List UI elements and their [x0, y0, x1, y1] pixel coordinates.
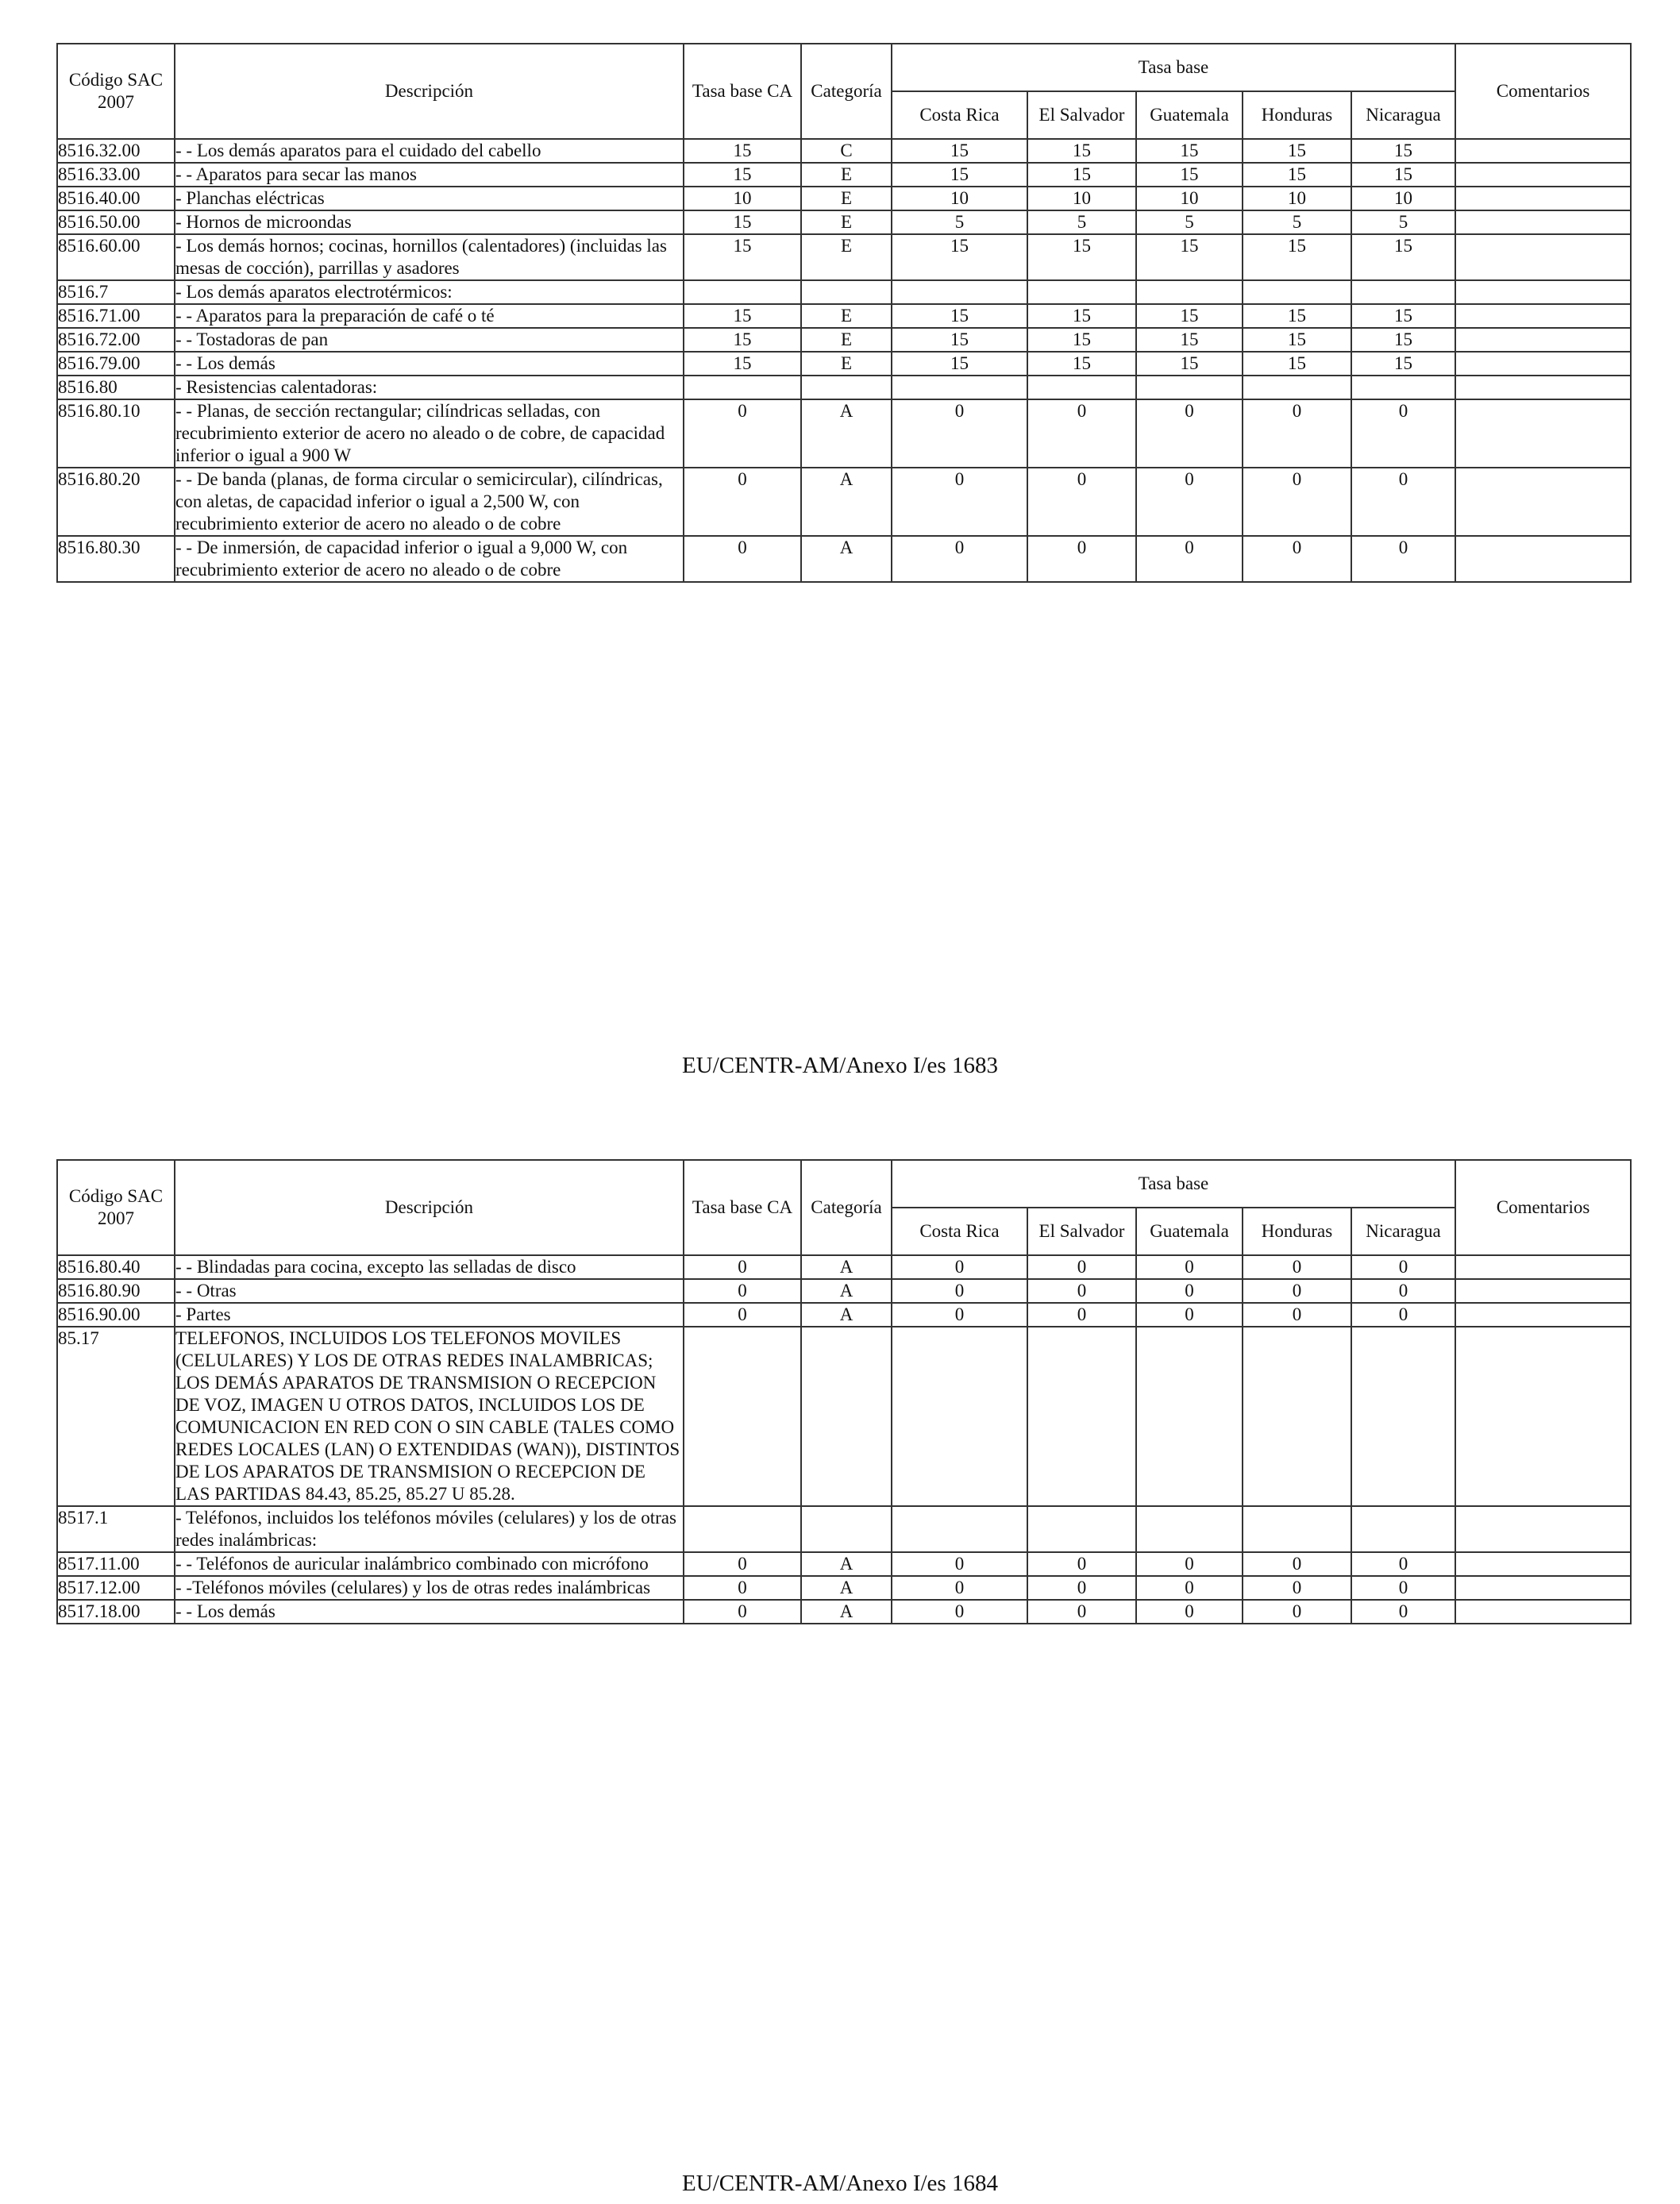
cell-costa-rica: 0	[892, 1576, 1027, 1600]
cell-tasa-base-ca: 15	[684, 210, 801, 234]
cell-tasa-base-ca: 0	[684, 399, 801, 468]
cell-description: - Planchas eléctricas	[175, 187, 684, 210]
header-categoria: Categoría	[801, 1160, 892, 1255]
cell-honduras	[1243, 280, 1351, 304]
cell-tasa-base-ca: 15	[684, 352, 801, 376]
cell-guatemala: 0	[1136, 1303, 1243, 1327]
table-row	[57, 376, 1631, 399]
cell-categoria: A	[801, 468, 892, 536]
cell-nicaragua	[1351, 1327, 1455, 1506]
cell-description: - - Teléfonos de auricular inalámbrico combinado con micrófono	[175, 1552, 684, 1576]
cell-nicaragua: 15	[1351, 304, 1455, 328]
table-row	[57, 536, 1631, 582]
cell-comentarios	[1455, 1506, 1631, 1552]
cell-comentarios	[1455, 328, 1631, 352]
cell-nicaragua: 0	[1351, 399, 1455, 468]
cell-categoria: A	[801, 1576, 892, 1600]
cell-categoria: E	[801, 187, 892, 210]
cell-el-salvador	[1027, 1327, 1136, 1506]
cell-comentarios	[1455, 1327, 1631, 1506]
cell-costa-rica	[892, 376, 1027, 399]
cell-guatemala	[1136, 1506, 1243, 1552]
cell-honduras: 15	[1243, 352, 1351, 376]
cell-description: - - Aparatos para secar las manos	[175, 163, 684, 187]
cell-honduras: 15	[1243, 328, 1351, 352]
cell-nicaragua: 0	[1351, 1576, 1455, 1600]
cell-el-salvador: 0	[1027, 536, 1136, 582]
cell-tasa-base-ca	[684, 280, 801, 304]
cell-honduras	[1243, 1506, 1351, 1552]
cell-description: - - Tostadoras de pan	[175, 328, 684, 352]
cell-costa-rica: 0	[892, 1600, 1027, 1624]
cell-el-salvador: 10	[1027, 187, 1136, 210]
cell-guatemala: 0	[1136, 1255, 1243, 1279]
cell-code: 8517.1	[57, 1506, 175, 1552]
cell-nicaragua: 0	[1351, 536, 1455, 582]
cell-el-salvador: 0	[1027, 1552, 1136, 1576]
cell-honduras: 0	[1243, 1279, 1351, 1303]
header-tasa-base-ca: Tasa base CA	[684, 44, 801, 139]
cell-code: 8516.40.00	[57, 187, 175, 210]
cell-costa-rica: 15	[892, 352, 1027, 376]
cell-honduras: 0	[1243, 399, 1351, 468]
header-description: Descripción	[175, 44, 684, 139]
header-categoria: Categoría	[801, 44, 892, 139]
cell-comentarios	[1455, 163, 1631, 187]
cell-guatemala: 15	[1136, 139, 1243, 163]
table-row	[57, 304, 1631, 328]
cell-costa-rica: 0	[892, 1303, 1027, 1327]
table-row	[57, 1279, 1631, 1303]
cell-code: 8516.72.00	[57, 328, 175, 352]
cell-categoria	[801, 376, 892, 399]
cell-nicaragua: 0	[1351, 1255, 1455, 1279]
cell-tasa-base-ca: 0	[684, 1279, 801, 1303]
table-row	[57, 1600, 1631, 1624]
table-row	[57, 234, 1631, 280]
table-body	[57, 1255, 1631, 1624]
header-comentarios: Comentarios	[1455, 44, 1631, 139]
cell-el-salvador: 0	[1027, 1600, 1136, 1624]
header-code: Código SAC 2007	[57, 1160, 175, 1255]
cell-code: 8516.80.20	[57, 468, 175, 536]
table-header	[57, 1160, 1631, 1255]
cell-honduras: 15	[1243, 163, 1351, 187]
cell-comentarios	[1455, 139, 1631, 163]
table-row	[57, 468, 1631, 536]
header-country-nicaragua: Nicaragua	[1351, 91, 1455, 139]
cell-el-salvador	[1027, 376, 1136, 399]
cell-categoria	[801, 1506, 892, 1552]
cell-el-salvador: 15	[1027, 163, 1136, 187]
cell-categoria: E	[801, 304, 892, 328]
cell-code: 8516.50.00	[57, 210, 175, 234]
table-row	[57, 210, 1631, 234]
cell-description: - -Teléfonos móviles (celulares) y los de otras redes inalámbricas	[175, 1576, 684, 1600]
cell-comentarios	[1455, 304, 1631, 328]
cell-code: 8517.18.00	[57, 1600, 175, 1624]
cell-code: 8516.80.90	[57, 1279, 175, 1303]
cell-el-salvador	[1027, 280, 1136, 304]
table-row	[57, 1506, 1631, 1552]
cell-tasa-base-ca	[684, 376, 801, 399]
table-row	[57, 1576, 1631, 1600]
cell-code: 8516.90.00	[57, 1303, 175, 1327]
cell-honduras: 15	[1243, 234, 1351, 280]
table-row	[57, 399, 1631, 468]
cell-guatemala: 10	[1136, 187, 1243, 210]
cell-honduras: 0	[1243, 1255, 1351, 1279]
cell-costa-rica	[892, 1506, 1027, 1552]
document-page-2	[0, 1112, 1680, 2204]
tariff-table	[56, 1159, 1632, 1624]
cell-nicaragua: 15	[1351, 328, 1455, 352]
header-country-costa-rica: Costa Rica	[892, 91, 1027, 139]
cell-comentarios	[1455, 1600, 1631, 1624]
cell-tasa-base-ca: 0	[684, 1552, 801, 1576]
cell-guatemala: 0	[1136, 468, 1243, 536]
cell-tasa-base-ca	[684, 1506, 801, 1552]
cell-honduras: 15	[1243, 304, 1351, 328]
cell-el-salvador: 15	[1027, 328, 1136, 352]
cell-description: - Los demás aparatos electrotérmicos:	[175, 280, 684, 304]
cell-code: 8516.80.30	[57, 536, 175, 582]
cell-guatemala: 15	[1136, 304, 1243, 328]
cell-el-salvador: 0	[1027, 1255, 1136, 1279]
header-tasa-base: Tasa base	[892, 44, 1455, 91]
cell-categoria: A	[801, 1255, 892, 1279]
header-tasa-base-ca: Tasa base CA	[684, 1160, 801, 1255]
cell-tasa-base-ca: 10	[684, 187, 801, 210]
cell-tasa-base-ca: 15	[684, 139, 801, 163]
page-footer: EU/CENTR-AM/Anexo I/es 1683	[682, 1053, 998, 1078]
cell-description: - - Planas, de sección rectangular; cilíndricas selladas, con recubrimiento exterior de acero no aleado o de cobre, de capacidad inferior o igual a 900 W	[175, 399, 684, 468]
table-row	[57, 1255, 1631, 1279]
cell-categoria: A	[801, 1279, 892, 1303]
table-row	[57, 352, 1631, 376]
cell-categoria: E	[801, 328, 892, 352]
cell-code: 8516.71.00	[57, 304, 175, 328]
header-tasa-base: Tasa base	[892, 1160, 1455, 1208]
header-comentarios: Comentarios	[1455, 1160, 1631, 1255]
cell-categoria: C	[801, 139, 892, 163]
cell-honduras: 0	[1243, 468, 1351, 536]
cell-categoria: A	[801, 1303, 892, 1327]
cell-costa-rica: 0	[892, 536, 1027, 582]
cell-costa-rica: 15	[892, 163, 1027, 187]
cell-description: - - Los demás	[175, 1600, 684, 1624]
cell-comentarios	[1455, 1552, 1631, 1576]
cell-costa-rica: 15	[892, 234, 1027, 280]
cell-tasa-base-ca: 0	[684, 1303, 801, 1327]
cell-guatemala: 5	[1136, 210, 1243, 234]
cell-tasa-base-ca: 0	[684, 1600, 801, 1624]
cell-guatemala	[1136, 1327, 1243, 1506]
cell-guatemala: 15	[1136, 234, 1243, 280]
cell-comentarios	[1455, 376, 1631, 399]
cell-guatemala: 0	[1136, 1600, 1243, 1624]
cell-categoria: E	[801, 234, 892, 280]
cell-code: 8516.79.00	[57, 352, 175, 376]
cell-costa-rica	[892, 1327, 1027, 1506]
cell-tasa-base-ca	[684, 1327, 801, 1506]
cell-description: - Teléfonos, incluidos los teléfonos móviles (celulares) y los de otras redes inalámbricas:	[175, 1506, 684, 1552]
table-row	[57, 187, 1631, 210]
cell-code: 8516.80.40	[57, 1255, 175, 1279]
cell-tasa-base-ca: 0	[684, 1576, 801, 1600]
cell-honduras: 15	[1243, 139, 1351, 163]
cell-honduras: 0	[1243, 1576, 1351, 1600]
cell-nicaragua: 0	[1351, 1303, 1455, 1327]
cell-costa-rica: 0	[892, 1255, 1027, 1279]
cell-nicaragua: 15	[1351, 139, 1455, 163]
table-row	[57, 1552, 1631, 1576]
cell-costa-rica: 0	[892, 1279, 1027, 1303]
cell-honduras: 0	[1243, 536, 1351, 582]
cell-description: TELEFONOS, INCLUIDOS LOS TELEFONOS MOVILES (CELULARES) Y LOS DE OTRAS REDES INALAMBRICAS; LOS DEMÁS APARATOS DE TRANSMISION O RECEPCION DE VOZ, IMAGEN U OTROS DATOS, INCLUIDOS LOS DE COMUNICACION EN RED CON O SIN CABLE (TALES COMO REDES LOCALES (LAN) O EXTENDIDAS (WAN)), DISTINTOS DE LOS APARATOS DE TRANSMISION O RECEPCION DE LAS PARTIDAS 84.43, 85.25, 85.27 U 85.28.	[175, 1327, 684, 1506]
cell-description: - - Los demás	[175, 352, 684, 376]
table-row	[57, 328, 1631, 352]
header-country-honduras: Honduras	[1243, 1208, 1351, 1255]
header-code: Código SAC 2007	[57, 44, 175, 139]
cell-description: - - Aparatos para la preparación de café o té	[175, 304, 684, 328]
header-country-guatemala: Guatemala	[1136, 91, 1243, 139]
cell-comentarios	[1455, 280, 1631, 304]
cell-comentarios	[1455, 468, 1631, 536]
cell-description: - Resistencias calentadoras:	[175, 376, 684, 399]
cell-guatemala: 0	[1136, 1279, 1243, 1303]
cell-honduras: 0	[1243, 1552, 1351, 1576]
page-footer: EU/CENTR-AM/Anexo I/es 1684	[682, 2171, 998, 2196]
cell-costa-rica: 0	[892, 1552, 1027, 1576]
cell-comentarios	[1455, 1279, 1631, 1303]
cell-code: 8517.12.00	[57, 1576, 175, 1600]
header-country-el-salvador: El Salvador	[1027, 91, 1136, 139]
cell-code: 8516.32.00	[57, 139, 175, 163]
table-body	[57, 139, 1631, 582]
cell-description: - - Los demás aparatos para el cuidado del cabello	[175, 139, 684, 163]
cell-description: - - Otras	[175, 1279, 684, 1303]
table-row	[57, 1303, 1631, 1327]
cell-honduras: 5	[1243, 210, 1351, 234]
cell-tasa-base-ca: 0	[684, 536, 801, 582]
cell-nicaragua: 0	[1351, 1279, 1455, 1303]
cell-categoria	[801, 1327, 892, 1506]
cell-comentarios	[1455, 536, 1631, 582]
table-row	[57, 1327, 1631, 1506]
cell-tasa-base-ca: 15	[684, 304, 801, 328]
cell-nicaragua: 0	[1351, 468, 1455, 536]
cell-guatemala: 15	[1136, 352, 1243, 376]
cell-el-salvador: 0	[1027, 1279, 1136, 1303]
header-country-el-salvador: El Salvador	[1027, 1208, 1136, 1255]
cell-nicaragua: 0	[1351, 1600, 1455, 1624]
cell-description: - - De inmersión, de capacidad inferior o igual a 9,000 W, con recubrimiento exterior de acero no aleado o de cobre	[175, 536, 684, 582]
cell-categoria: A	[801, 1600, 892, 1624]
cell-description: - - De banda (planas, de forma circular o semicircular), cilíndricas, con aletas, de capacidad inferior o igual a 2,500 W, con recubrimiento exterior de acero no aleado o de cobre	[175, 468, 684, 536]
cell-comentarios	[1455, 187, 1631, 210]
cell-comentarios	[1455, 1576, 1631, 1600]
cell-guatemala	[1136, 376, 1243, 399]
cell-guatemala: 15	[1136, 328, 1243, 352]
cell-categoria: A	[801, 399, 892, 468]
cell-tasa-base-ca: 15	[684, 328, 801, 352]
cell-el-salvador: 15	[1027, 139, 1136, 163]
cell-honduras: 0	[1243, 1600, 1351, 1624]
cell-code: 8517.11.00	[57, 1552, 175, 1576]
table-row	[57, 280, 1631, 304]
cell-code: 8516.7	[57, 280, 175, 304]
cell-comentarios	[1455, 1255, 1631, 1279]
cell-guatemala	[1136, 280, 1243, 304]
cell-nicaragua	[1351, 1506, 1455, 1552]
cell-el-salvador: 0	[1027, 468, 1136, 536]
cell-costa-rica	[892, 280, 1027, 304]
cell-description: - Los demás hornos; cocinas, hornillos (calentadores) (incluidas las mesas de cocción), parrillas y asadores	[175, 234, 684, 280]
cell-guatemala: 0	[1136, 399, 1243, 468]
cell-nicaragua: 15	[1351, 163, 1455, 187]
cell-guatemala: 0	[1136, 1576, 1243, 1600]
cell-code: 8516.80	[57, 376, 175, 399]
cell-nicaragua: 15	[1351, 352, 1455, 376]
table-row	[57, 163, 1631, 187]
cell-guatemala: 0	[1136, 536, 1243, 582]
cell-description: - Partes	[175, 1303, 684, 1327]
cell-el-salvador: 15	[1027, 234, 1136, 280]
cell-honduras: 0	[1243, 1303, 1351, 1327]
cell-el-salvador: 0	[1027, 399, 1136, 468]
cell-comentarios	[1455, 352, 1631, 376]
cell-comentarios	[1455, 210, 1631, 234]
cell-costa-rica: 15	[892, 139, 1027, 163]
cell-el-salvador: 0	[1027, 1576, 1136, 1600]
header-country-guatemala: Guatemala	[1136, 1208, 1243, 1255]
cell-categoria: E	[801, 352, 892, 376]
cell-nicaragua	[1351, 376, 1455, 399]
cell-tasa-base-ca: 15	[684, 163, 801, 187]
cell-costa-rica: 5	[892, 210, 1027, 234]
cell-tasa-base-ca: 0	[684, 468, 801, 536]
cell-costa-rica: 15	[892, 328, 1027, 352]
cell-guatemala: 0	[1136, 1552, 1243, 1576]
cell-el-salvador: 0	[1027, 1303, 1136, 1327]
cell-el-salvador: 5	[1027, 210, 1136, 234]
cell-honduras	[1243, 376, 1351, 399]
cell-nicaragua: 0	[1351, 1552, 1455, 1576]
cell-nicaragua: 15	[1351, 234, 1455, 280]
cell-el-salvador	[1027, 1506, 1136, 1552]
cell-code: 8516.33.00	[57, 163, 175, 187]
header-country-honduras: Honduras	[1243, 91, 1351, 139]
cell-nicaragua	[1351, 280, 1455, 304]
cell-categoria	[801, 280, 892, 304]
cell-comentarios	[1455, 1303, 1631, 1327]
cell-categoria: A	[801, 536, 892, 582]
header-country-nicaragua: Nicaragua	[1351, 1208, 1455, 1255]
cell-costa-rica: 0	[892, 468, 1027, 536]
cell-el-salvador: 15	[1027, 352, 1136, 376]
cell-code: 8516.80.10	[57, 399, 175, 468]
cell-honduras: 10	[1243, 187, 1351, 210]
cell-guatemala: 15	[1136, 163, 1243, 187]
cell-categoria: E	[801, 163, 892, 187]
table-header	[57, 44, 1631, 139]
table-row	[57, 139, 1631, 163]
cell-comentarios	[1455, 399, 1631, 468]
cell-comentarios	[1455, 234, 1631, 280]
cell-nicaragua: 10	[1351, 187, 1455, 210]
cell-categoria: E	[801, 210, 892, 234]
cell-nicaragua: 5	[1351, 210, 1455, 234]
cell-el-salvador: 15	[1027, 304, 1136, 328]
cell-categoria: A	[801, 1552, 892, 1576]
cell-tasa-base-ca: 0	[684, 1255, 801, 1279]
cell-costa-rica: 0	[892, 399, 1027, 468]
tariff-table	[56, 43, 1632, 583]
cell-costa-rica: 10	[892, 187, 1027, 210]
cell-tasa-base-ca: 15	[684, 234, 801, 280]
cell-description: - Hornos de microondas	[175, 210, 684, 234]
header-description: Descripción	[175, 1160, 684, 1255]
cell-description: - - Blindadas para cocina, excepto las selladas de disco	[175, 1255, 684, 1279]
cell-honduras	[1243, 1327, 1351, 1506]
cell-code: 85.17	[57, 1327, 175, 1506]
cell-costa-rica: 15	[892, 304, 1027, 328]
header-country-costa-rica: Costa Rica	[892, 1208, 1027, 1255]
cell-code: 8516.60.00	[57, 234, 175, 280]
